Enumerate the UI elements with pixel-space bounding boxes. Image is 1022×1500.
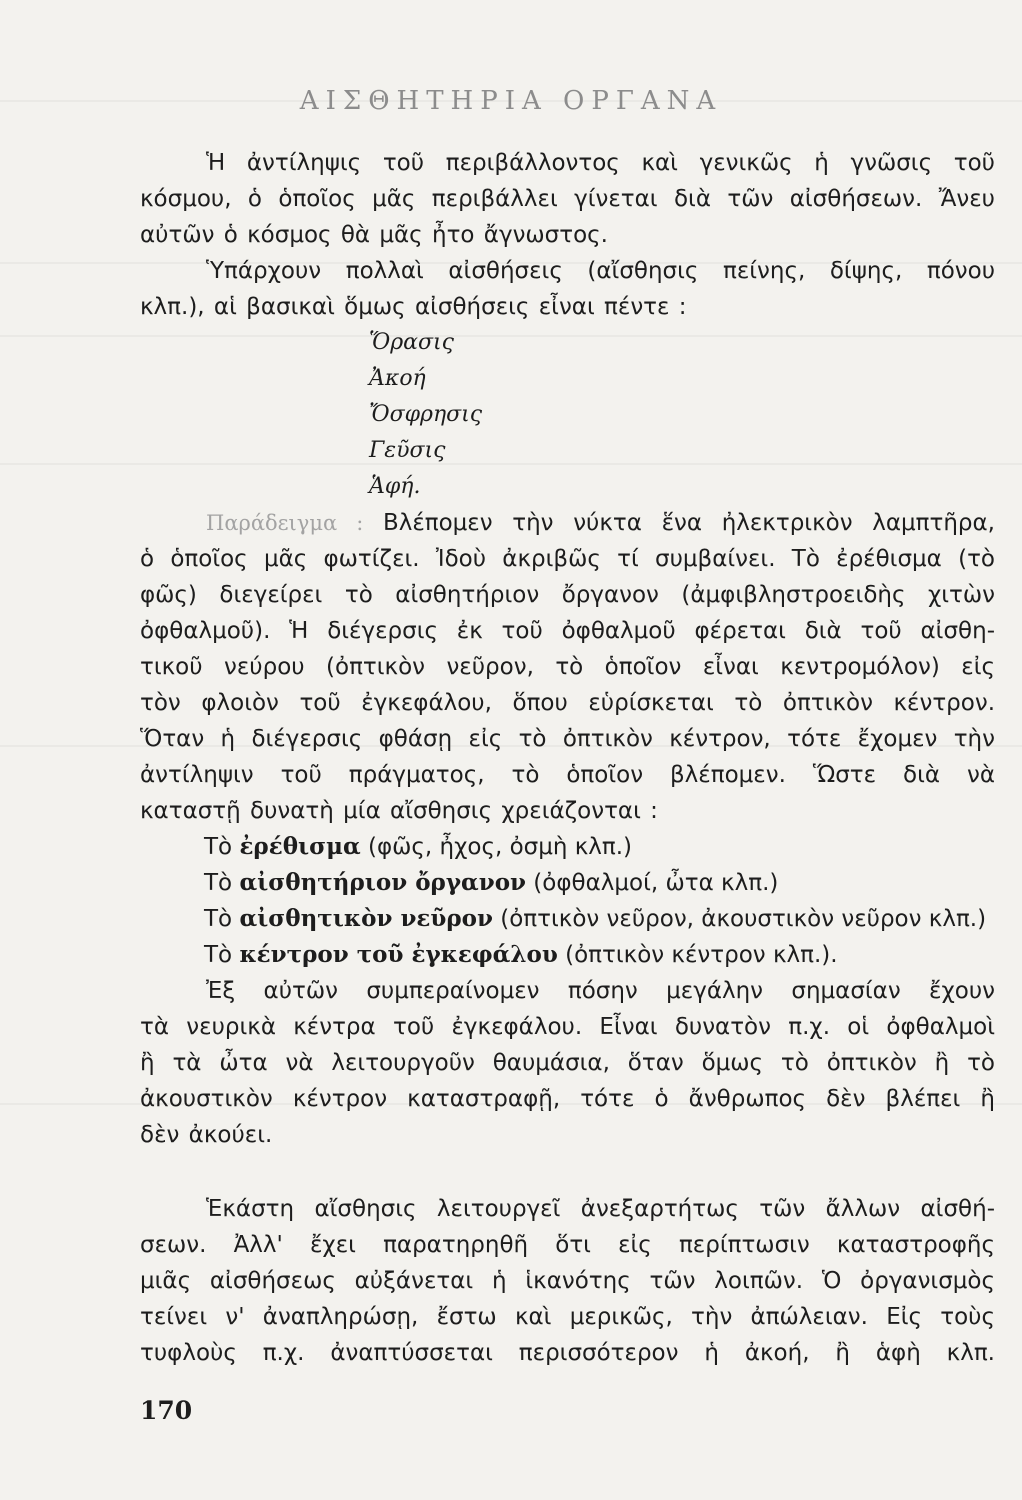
text-line: Ἡ ἀντίληψις τοῦ περιβάλλοντος καὶ γενικῶς ἡ γνῶσις τοῦ (206, 150, 995, 176)
example-first-line (140, 505, 995, 541)
text-line: Ὑπάρχουν πολλαὶ αἰσθήσεις (αἴσθησις πείνης, δίψης, πόνου (206, 258, 995, 284)
text-line: δὲν ἀκούει. (140, 1122, 273, 1148)
requirement-item (140, 865, 995, 901)
text-line: τὸν φλοιὸν τοῦ ἐγκεφάλου, ὅπου εὑρίσκεται τὸ ὀπτικὸν κέντρον. (140, 690, 995, 716)
requirement-term: κέντρον τοῦ ἐγκεφάλου (239, 941, 558, 968)
requirement-term: ἐρέθισμα (239, 833, 361, 860)
text-line: τυφλοὺς π.χ. ἀναπτύσσεται περισσότερον ἡ ἀκοή, ἢ ἁφὴ κλπ. (140, 1340, 995, 1366)
requirement-term: αἰσθητήριον ὄργανον (239, 869, 526, 896)
requirement-item (140, 937, 995, 973)
text-line: κόσμου, ὁ ὁποῖος μᾶς περιβάλλει γίνεται διὰ τῶν αἰσθήσεων. Ἄνευ (140, 186, 995, 212)
text-line: Ἐξ αὐτῶν συμπεραίνομεν πόσην μεγάλην σημασίαν ἔχουν (206, 978, 995, 1004)
sense-touch: Ἁφή. (369, 474, 421, 499)
text-line: φῶς) διεγείρει τὸ αἰσθητήριον ὄργανον (ἀμφιβληστροειδὴς χιτὼν (140, 582, 995, 608)
text-line: ὀφθαλμοῦ). Ἡ διέγερσις ἐκ τοῦ ὀφθαλμοῦ φέρεται διὰ τοῦ αἰσθη- (140, 618, 995, 644)
text-line: ἀντίληψιν τοῦ πράγματος, τὸ ὁποῖον βλέπομεν. Ὥστε διὰ νὰ (140, 762, 995, 788)
sense-hearing: Ἀκοή (369, 366, 426, 391)
body-text (140, 145, 995, 1371)
sense-taste: Γεῦσις (369, 438, 446, 463)
text-line: αὐτῶν ὁ κόσμος θὰ μᾶς ἦτο ἄγνωστος. (140, 222, 608, 248)
paragraph-gap (140, 1153, 995, 1191)
requirement-prefix: Τὸ (204, 834, 240, 860)
text-line: ὁ ὁποῖος μᾶς φωτίζει. Ἰδοὺ ἀκριβῶς τί συμβαίνει. Τὸ ἐρέθισμα (τὸ (140, 546, 995, 572)
example-label: Παράδειγμα : (206, 511, 364, 535)
requirement-item (140, 901, 995, 937)
text-line: ἀκουστικὸν κέντρον καταστραφῇ, τότε ὁ ἄνθρωπος δὲν βλέπει ἢ (140, 1086, 995, 1112)
sense-smell: Ὄσφρησις (369, 402, 483, 427)
text-line: καταστῇ δυνατὴ μία αἴσθησις χρειάζονται : (140, 798, 658, 824)
requirement-detail: (ὀπτικὸν νεῦρον, ἀκουστικὸν νεῦρον κλπ.) (492, 906, 987, 932)
requirement-detail: (φῶς, ἦχος, ὀσμὴ κλπ.) (360, 834, 633, 860)
sense-sight: Ὅρασις (369, 330, 454, 355)
chapter-title: ΑΙΣΘΗΤΗΡΙΑ ΟΡΓΑΝΑ (299, 86, 723, 116)
requirement-term: αἰσθητικὸν νεῦρον (239, 905, 493, 932)
requirement-detail: (ὀπτικὸν κέντρον κλπ.). (557, 942, 838, 968)
page-number: 170 (140, 1396, 193, 1425)
text-line: σεων. Ἀλλ' ἔχει παρατηρηθῆ ὅτι εἰς περίπτωσιν καταστροφῆς (140, 1232, 995, 1258)
requirement-detail: (ὀφθαλμοί, ὦτα κλπ.) (526, 870, 779, 896)
requirement-item (140, 829, 995, 865)
example-text: Βλέπομεν τὴν νύκτα ἕνα ἠλεκτρικὸν λαμπτῆρα, (382, 510, 995, 536)
text-line: ἢ τὰ ὦτα νὰ λειτουργοῦν θαυμάσια, ὅταν ὅμως τὸ ὀπτικὸν ἢ τὸ (140, 1050, 995, 1076)
text-line: Ὅταν ἡ διέγερσις φθάσῃ εἰς τὸ ὀπτικὸν κέντρον, τότε ἔχομεν τὴν (140, 726, 995, 752)
requirement-prefix: Τὸ (204, 942, 240, 968)
requirement-prefix: Τὸ (204, 906, 240, 932)
text-line: τὰ νευρικὰ κέντρα τοῦ ἐγκεφάλου. Εἶναι δυνατὸν π.χ. οἱ ὀφθαλμοὶ (140, 1014, 995, 1040)
text-line: τικοῦ νεύρου (ὀπτικὸν νεῦρον, τὸ ὁποῖον εἶναι κεντρομόλον) εἰς (140, 654, 995, 680)
text-line: Ἑκάστη αἴσθησις λειτουργεῖ ἀνεξαρτήτως τῶν ἄλλων αἰσθή- (206, 1196, 995, 1222)
text-line: μιᾶς αἰσθήσεως αὐξάνεται ἡ ἱκανότης τῶν λοιπῶν. Ὁ ὀργανισμὸς (140, 1268, 995, 1294)
requirement-prefix: Τὸ (204, 870, 240, 896)
text-line: κλπ.), αἱ βασικαὶ ὅμως αἰσθήσεις εἶναι πέντε : (140, 294, 687, 320)
text-line: τείνει ν' ἀναπληρώσῃ, ἔστω καὶ μερικῶς, τὴν ἀπώλειαν. Εἰς τοὺς (140, 1304, 995, 1330)
